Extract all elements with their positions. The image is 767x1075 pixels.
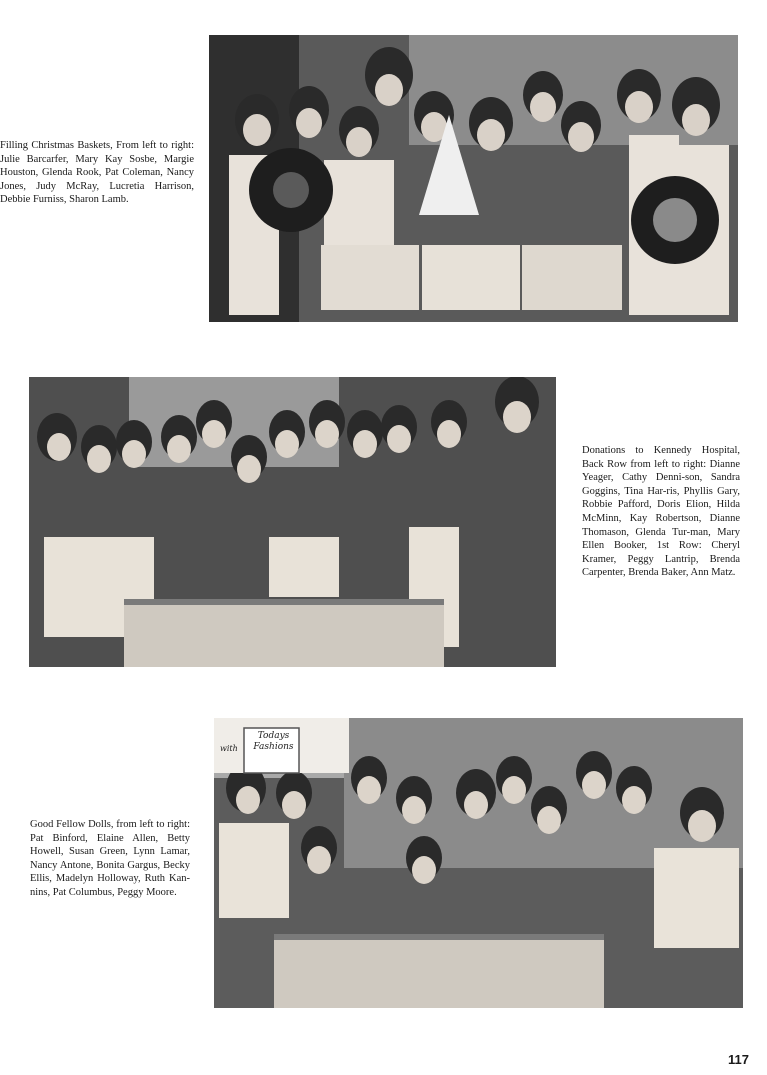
photo-christmas-baskets	[209, 35, 738, 322]
caption-christmas-baskets: Filling Christmas Baskets, From left to right: Julie Barcarfer, Mary Kay Sosbe, Margie Houston, Glenda Rook, Pat Coleman, Nancy Jones, Judy McRay, Lucretia Harrison, Debbie Furniss, Sharon Lamb.	[0, 140, 194, 206]
sign-fragment: with	[220, 744, 238, 753]
page-number: 117	[728, 1052, 749, 1067]
photo-kennedy-hospital	[29, 377, 556, 667]
photo-good-fellow-dolls	[214, 718, 743, 1008]
sign-line-2: Fashions	[253, 742, 294, 752]
caption-kennedy-hospital: Donations to Kennedy Hospital, Back Row from left to right: Dianne Yeager, Cathy Denni-son, Sandra Goggins, Tina Har-ris, Phyllis Gary, Robbie Pafford, Doris Elion, Hilda McMinn, Kay Robertson, Dianne Thomason, Glenda Tur-man, Mary Ellen Booker, 1st Row: Cheryl Kramer, Peggy Lantrip, Brenda Carpenter, Brenda Baker, Ann Matz.	[582, 445, 740, 579]
photo-sign	[246, 731, 301, 753]
caption-good-fellow-dolls: Good Fellow Dolls, from left to right: Pat Binford, Elaine Allen, Betty Howell, Susan Green, Lynn Lamar, Nancy Antone, Bonita Gargus, Becky Ellis, Madelyn Holloway, Ruth Kan-nins, Pat Columbus, Peggy Moore.	[30, 819, 190, 898]
sign-line-1: Todays	[257, 731, 290, 741]
